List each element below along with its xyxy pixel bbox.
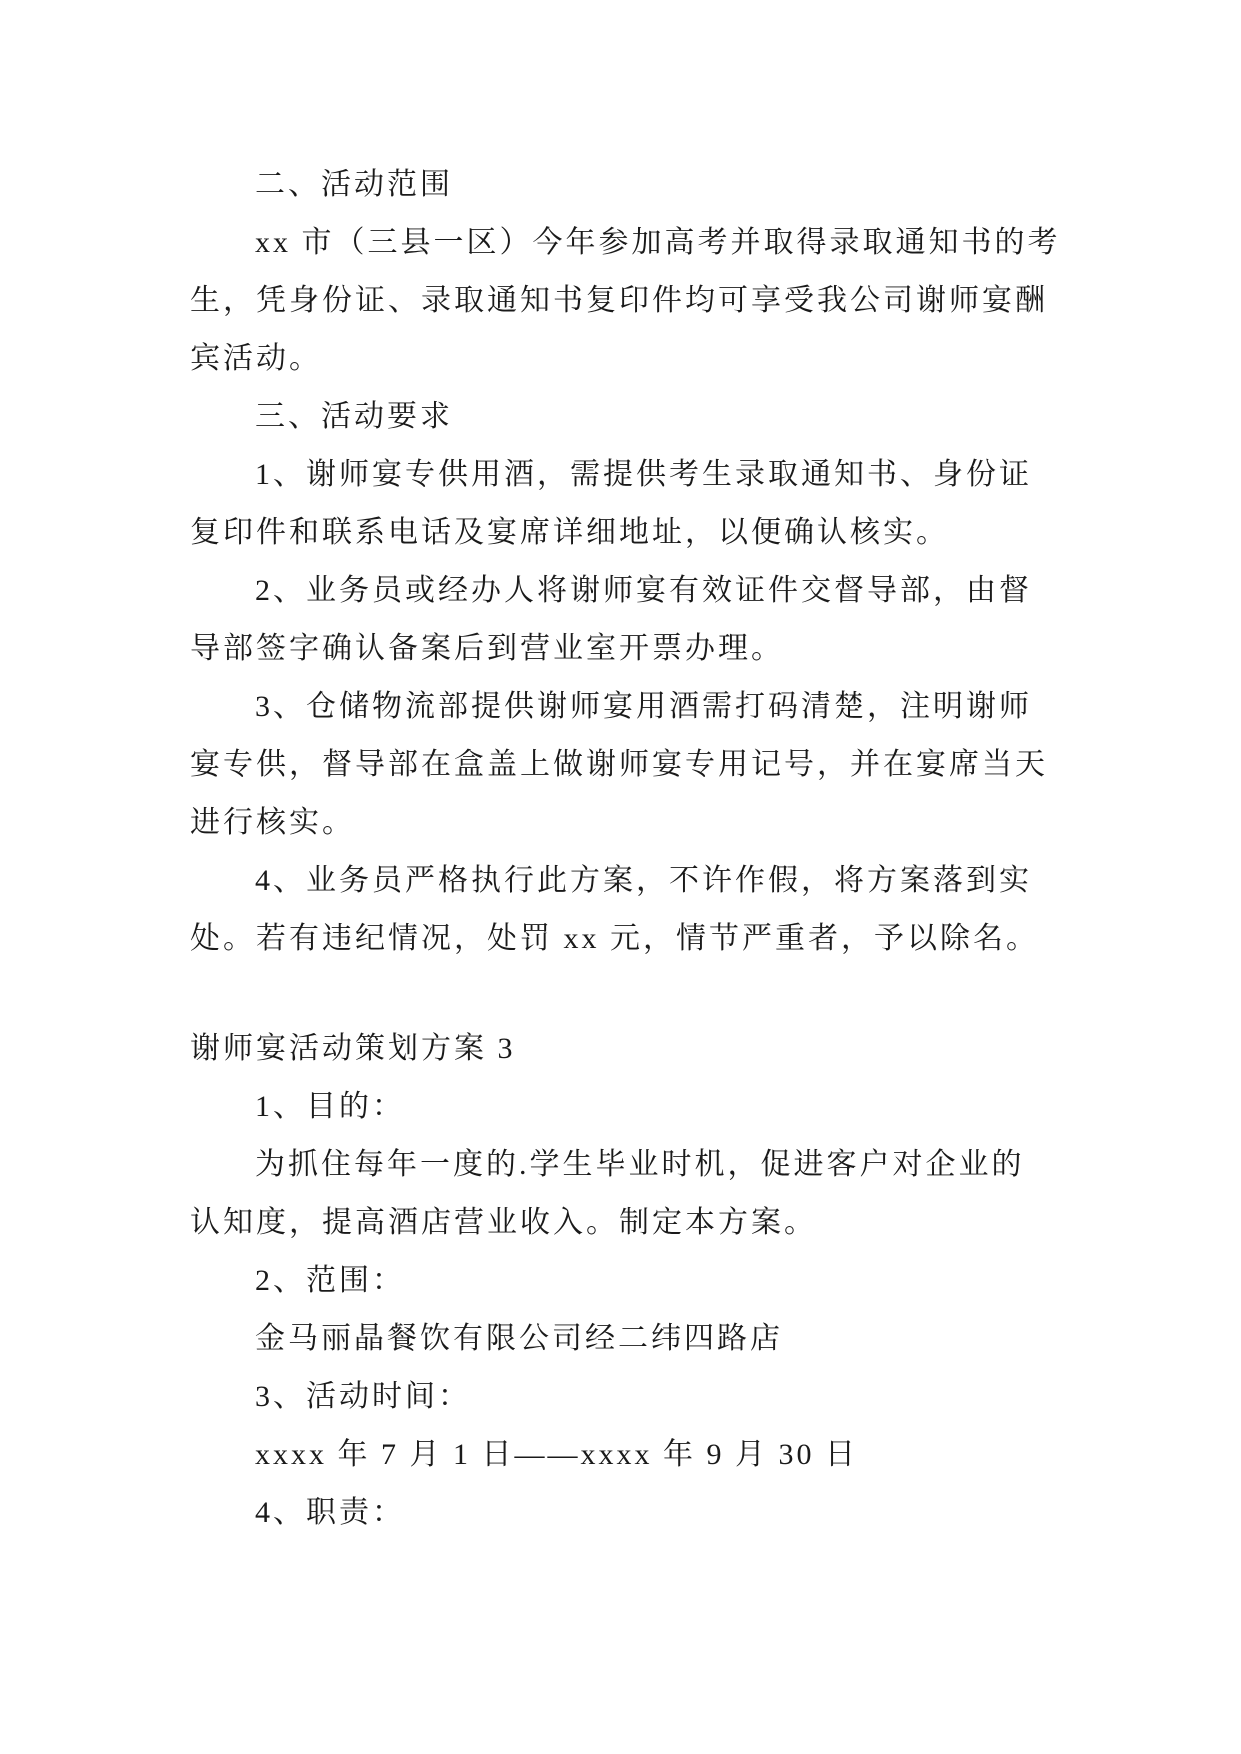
section-heading-scope: 2、范围：	[255, 1264, 405, 1297]
section-heading-activity-time: 3、活动时间：	[255, 1380, 471, 1413]
document-section-title: 谢师宴活动策划方案 3	[190, 1032, 516, 1065]
section-heading-purpose: 1、目的：	[255, 1090, 405, 1123]
paragraph-line: 金马丽晶餐饮有限公司经二纬四路店	[255, 1322, 783, 1355]
paragraph-line: xx 市（三县一区）今年参加高考并取得录取通知书的考	[255, 226, 1061, 259]
paragraph-line: 进行核实。	[190, 806, 355, 839]
paragraph-line: 复印件和联系电话及宴席详细地址，以便确认核实。	[190, 516, 949, 549]
paragraph-line: 为抓住每年一度的.学生毕业时机，促进客户对企业的	[255, 1148, 1025, 1181]
paragraph-line: 处。若有违纪情况，处罚 xx 元，情节严重者，予以除名。	[190, 922, 1039, 955]
paragraph-line: 导部签字确认备案后到营业室开票办理。	[190, 632, 784, 665]
paragraph-line: 4、业务员严格执行此方案，不许作假，将方案落到实	[255, 864, 1032, 897]
paragraph-line: 认知度，提高酒店营业收入。制定本方案。	[190, 1206, 817, 1239]
paragraph-line: xxxx 年 7 月 1 日——xxxx 年 9 月 30 日	[255, 1438, 858, 1471]
paragraph-line: 宾活动。	[190, 342, 322, 375]
section-heading-activity-scope: 二、活动范围	[255, 168, 453, 201]
paragraph-line: 3、仓储物流部提供谢师宴用酒需打码清楚，注明谢师	[255, 690, 1032, 723]
paragraph-line: 1、谢师宴专供用酒，需提供考生录取通知书、身份证	[255, 458, 1032, 491]
paragraph-line: 生，凭身份证、录取通知书复印件均可享受我公司谢师宴酬	[190, 284, 1048, 317]
section-heading-activity-requirements: 三、活动要求	[255, 400, 453, 433]
paragraph-line: 2、业务员或经办人将谢师宴有效证件交督导部，由督	[255, 574, 1032, 607]
paragraph-line: 宴专供，督导部在盒盖上做谢师宴专用记号，并在宴席当天	[190, 748, 1048, 781]
section-heading-responsibilities: 4、职责：	[255, 1496, 405, 1529]
